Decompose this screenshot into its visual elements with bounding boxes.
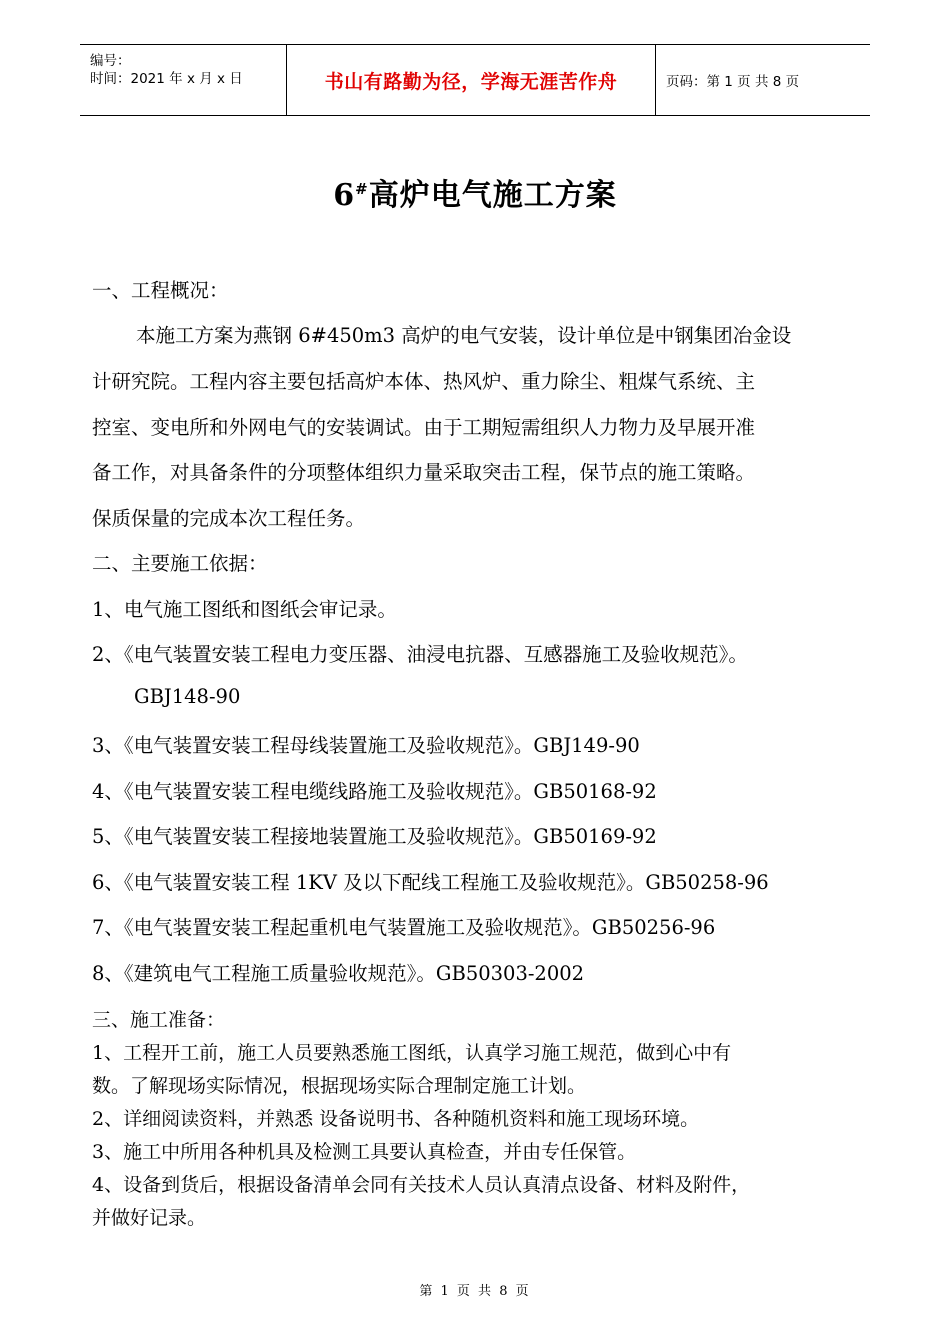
basis-item: 4、《电气装置安装工程电缆线路施工及验收规范》。GB50168-92 <box>92 780 657 803</box>
date-line: 时间：2021 年 x 月 x 日 <box>90 71 243 87</box>
code-label: 编号： <box>90 53 131 69</box>
prep-line: 4、设备到货后，根据设备清单会同有关技术人员认真清点设备、材料及附件， <box>92 1174 751 1196</box>
prep-line: 数。了解现场实际情况，根据现场实际合理制定施工计划。 <box>92 1075 587 1097</box>
basis-item: 6、《电气装置安装工程 1KV 及以下配线工程施工及验收规范》。GB50258-96 <box>92 871 769 894</box>
header-info-cell <box>80 45 287 115</box>
motto-text: 书山有路勤为径，学海无涯苦作舟 <box>324 70 618 93</box>
page-info: 页码：第 1 页 共 8 页 <box>666 74 800 90</box>
basis-item: 1、电气施工图纸和图纸会审记录。 <box>92 598 397 621</box>
section1-line: 保质保量的完成本次工程任务。 <box>92 507 366 530</box>
basis-item: 3、《电气装置安装工程母线装置施工及验收规范》。GBJ149-90 <box>92 734 640 757</box>
section3-heading: 三、施工准备： <box>92 1009 226 1031</box>
section1-line: 计研究院。工程内容主要包括高炉本体、热风炉、重力除尘、粗煤气系统、主 <box>92 370 756 393</box>
section1-line: 本施工方案为燕钢 6#450m3 高炉的电气安装，设计单位是中钢集团冶金设 <box>136 324 792 347</box>
prep-line: 并做好记录。 <box>92 1207 207 1229</box>
section1-line: 备工作，对具备条件的分项整体组织力量采取突击工程，保节点的施工策略。 <box>92 461 756 484</box>
motto-cell <box>287 45 656 115</box>
basis-item: 5、《电气装置安装工程接地装置施工及验收规范》。GB50169-92 <box>92 825 657 848</box>
prep-line: 2、详细阅读资料，并熟悉 设备说明书、各种随机资料和施工现场环境。 <box>92 1108 700 1130</box>
page-footer: 第 1 页 共 8 页 <box>419 1284 531 1299</box>
prep-line: 1、工程开工前，施工人员要熟悉施工图纸，认真学习施工规范，做到心中有 <box>92 1042 732 1064</box>
prep-line: 3、施工中所用各种机具及检测工具要认真检查，并由专任保管。 <box>92 1141 637 1163</box>
basis-item: 7、《电气装置安装工程起重机电气装置施工及验收规范》。GB50256-96 <box>92 916 716 939</box>
section1-line: 控室、变电所和外网电气的安装调试。由于工期短需组织人力物力及早展开准 <box>92 416 756 439</box>
page-info-cell <box>656 45 870 115</box>
basis-item: 2、《电气装置安装工程电力变压器、油浸电抗器、互感器施工及验收规范》。 <box>92 643 748 666</box>
section1-heading: 一、工程概况： <box>92 279 229 302</box>
basis-item: 8、《建筑电气工程施工质量验收规范》。GB50303-2002 <box>92 962 585 985</box>
page-header <box>80 44 870 116</box>
document-title: 6#高炉电气施工方案 <box>333 178 617 213</box>
section2-heading: 二、主要施工依据： <box>92 552 268 575</box>
basis-item-code: GBJ148-90 <box>134 685 241 708</box>
